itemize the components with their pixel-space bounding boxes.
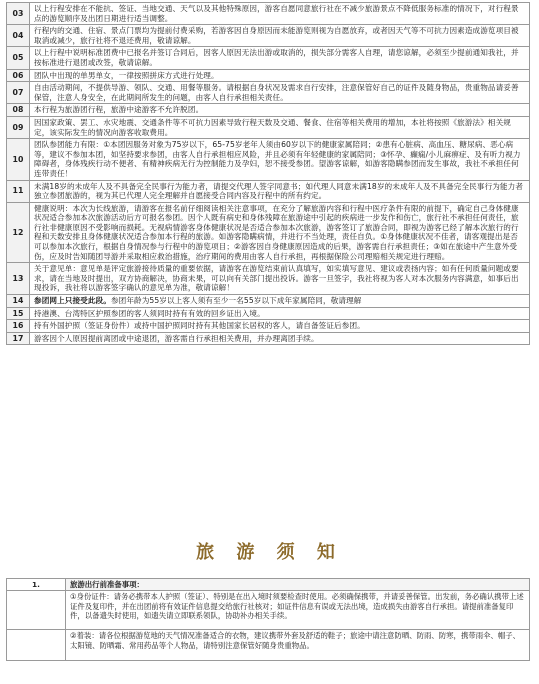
term-row — [7, 263, 530, 295]
term-text: 持有外国护照（签证身份件）或持中国护照同时持有其他国家长居权的客人，请自备签证后参团。 — [34, 321, 365, 331]
term-text-cell — [30, 69, 530, 82]
term-row — [7, 307, 530, 320]
term-number: 03 — [7, 3, 30, 25]
notes-empty-cell — [7, 630, 66, 661]
term-row — [7, 82, 530, 104]
term-text: 自由活动期间，不提供导游、领队、交通、用餐等服务。请根据自身状况及需求自行安排，注意保管好自己的证件及随身物品，贵重物品请妥善保管，注意人身安全，在此期间所发生的问题，由客人自行承担相关责任。 — [34, 83, 519, 102]
term-text-cell — [30, 320, 530, 333]
term-row — [7, 295, 530, 308]
term-text: 游客因个人原因提前离团或中途退团，游客需自行承担相关费用，并办理离团手续。 — [34, 333, 319, 343]
term-bold-text: 参团网上只接受此段。 — [34, 296, 111, 306]
term-number: 05 — [7, 47, 30, 69]
term-text-cell — [30, 295, 530, 308]
term-number: 17 — [7, 332, 30, 345]
term-row — [7, 104, 530, 117]
term-text-cell — [30, 139, 530, 180]
notes-empty-cell — [7, 591, 66, 630]
term-text-cell — [30, 3, 530, 25]
term-text-cell — [30, 332, 530, 345]
term-row — [7, 320, 530, 333]
term-number: 11 — [7, 180, 30, 202]
term-text: 团队中出现的单男单女，一律按照拼床方式进行处理。 — [34, 70, 219, 80]
term-number: 06 — [7, 69, 30, 82]
term-row — [7, 139, 530, 180]
term-text: 持港澳、台湾特区护照参团的客人须同时持有有效的回乡证出入境。 — [34, 308, 265, 318]
term-number: 08 — [7, 104, 30, 117]
term-text-cell — [30, 25, 530, 47]
term-text-cell — [30, 202, 530, 263]
notes-item-row — [7, 630, 530, 661]
notes-item-row — [7, 591, 530, 630]
term-number: 10 — [7, 139, 30, 180]
term-number: 16 — [7, 320, 30, 333]
notes-item-1: ①身份证件：请务必携带本人护照（签证）、特别是在出入境时须要检查时使用。必须确保携带，并请妥善保管。出发前，务必确认携带上述证件及复印件，并在出团前将有效证件信息提交给旅行社核对；如证件信息有误或无法出境，造成损失由游客自行承担。请提前准备复印件，以备遗失时使用，如遗失请立即联系领队，协助补办相关手续。 — [66, 591, 530, 630]
term-text: 行程内的交通、住宿、景点门票均为提前付费采购，若游客因自身原因而未能游览则视为自愿放弃，或者因天气等不可抗力因素造成游览项目被取消或减少，旅行社将不退还费用，敬请谅解。 — [34, 26, 519, 45]
term-number: 15 — [7, 307, 30, 320]
term-number: 14 — [7, 295, 30, 308]
term-text: 参团年龄为55岁以上客人须有至少一名55岁以下成年家属陪同，敬请理解 — [110, 296, 362, 306]
term-text-cell — [30, 307, 530, 320]
term-row — [7, 3, 530, 25]
notes-item-2: ②着装：请各位根据游览地的天气情况准备适合的衣物，建议携带外套及舒适的鞋子；旅途中请注意防晒、防雨、防寒，携带雨伞、帽子、太阳镜、防晒霜、常用药品等个人物品，请特别注意保管好随身贵重物品。 — [66, 630, 530, 661]
terms-table — [6, 2, 530, 345]
term-row — [7, 202, 530, 263]
term-text-cell — [30, 104, 530, 117]
term-text: 健康说明：本次为长线旅游，请游客在报名前仔细阅读相关注意事项，在充分了解旅游内容和行程中医疗条件有限的前提下，确定自己身体健康状况适合参加本次旅游活动后方可报名参团。因个人既有病史和身体残障在旅游途中引起的疾病进一步发作和伤亡，旅行社不承担任何责任，旅行社非健康原因不受影响而损耗。无视病情游客身体健康状况是否适合参加本次旅游，游客签订了旅游合同，即视为游客已经了解本次旅行的行程和天数安排且身体健康状况适合参加本行程的旅游。如游客隐瞒病情，并进行不当处理，责任自负。①身体健康状况不佳者，请客观提出是否可以参加本次旅行，根据自身情况参与行程中的游览项目；②游客因自身健康原因造成的后果，游客需自行承担责任；③如在旅途中产生意外受伤，应及时告知随团导游并采取相应救治措施，治疗期间的费用由客人自行承担，再根据保险公司理赔相关规定进行理赔。 — [34, 203, 519, 261]
term-text-cell — [30, 263, 530, 295]
term-number: 04 — [7, 25, 30, 47]
term-number: 09 — [7, 116, 30, 138]
term-text: 关于意见单：意见单是评定旅游接待质量的重要依据，请游客在游览结束前认真填写，如实填写意见、建议或表扬内容；如有任何质量问题或要求，请在当地及时提出，双方协商解决，协商未果，可以向有关部门提出投诉。游客一旦签字，我社将视为客人对本次服务内容满意，如事后出现投诉，我社将以游客签字确认的意见单为准，敬请谅解！ — [34, 264, 519, 293]
term-text-cell — [30, 180, 530, 202]
term-text-cell — [30, 47, 530, 69]
term-row — [7, 69, 530, 82]
term-row — [7, 25, 530, 47]
term-number: 12 — [7, 202, 30, 263]
terms-body — [7, 3, 530, 345]
notes-table — [6, 578, 530, 661]
term-text: 以上行程中说明标准团费中已报名并签订合同后，因客人原因无法出游或取消的，损失部分需客人自理，请您谅解，必须至少提前通知我社，并按标准进行退团或改签，敬请谅解。 — [34, 48, 519, 67]
term-text: 未满18岁的未成年人及不具备完全民事行为能力者，请提交代理人签字同意书；如代理人同意未满18岁的未成年人及不具备完全民事行为能力者独立参团旅游的，视为其已代理人完全理解并自愿接受合同内容及行程中的所有约定。 — [34, 181, 524, 201]
term-number: 13 — [7, 263, 30, 295]
notes-heading: 旅游出行前准备事项： — [66, 579, 530, 591]
notes-head-row — [7, 579, 530, 591]
term-row — [7, 332, 530, 345]
notes-number: 1. — [7, 579, 66, 591]
term-text: 本行程为旅游团行程，旅游中途游客不允许脱团。 — [34, 105, 204, 115]
term-row — [7, 116, 530, 138]
term-row — [7, 47, 530, 69]
notes-title: 旅 游 须 知 — [196, 542, 343, 563]
term-number: 07 — [7, 82, 30, 104]
term-text: 因国家政策、罢工、水灾地震、交通条件等不可抗力因素导致行程天数及交通、餐食、住宿等相关费用的增加，本社将按照《旅游法》相关规定，该实际发生的情况向游客收取费用。 — [34, 117, 512, 137]
term-text: 以上行程安排在不能抗、签证、当地交通、天气以及其他特殊原因，游客自愿同意旅行社在不减少旅游景点不降低服务标准的情况下，对行程景点的游览顺序及出团日期进行适当调整。 — [34, 4, 519, 23]
term-row — [7, 180, 530, 202]
term-text-cell — [30, 116, 530, 138]
term-text-cell — [30, 82, 530, 104]
term-text: 团队参团能力有限：①本团因服务对象为75岁以下，65-75岁老年人须由60岁以下的健康家属陪同；②患有心脏病、高血压、糖尿病、恶心病等，建议不参加本团，如坚持要求参团，由客人自行承担相应风险，并且必须有年轻健康的家属陪同；③怀孕、癫痫/小儿麻痹症、及有听力视力障碍者，身体残疾行动不便者、有精神疾病无行为控制能力及孕妇，恕不接受参团。望游客谅解，如游客隐瞒参团而发生事故，我社不承担任何连带责任！ — [34, 140, 521, 178]
